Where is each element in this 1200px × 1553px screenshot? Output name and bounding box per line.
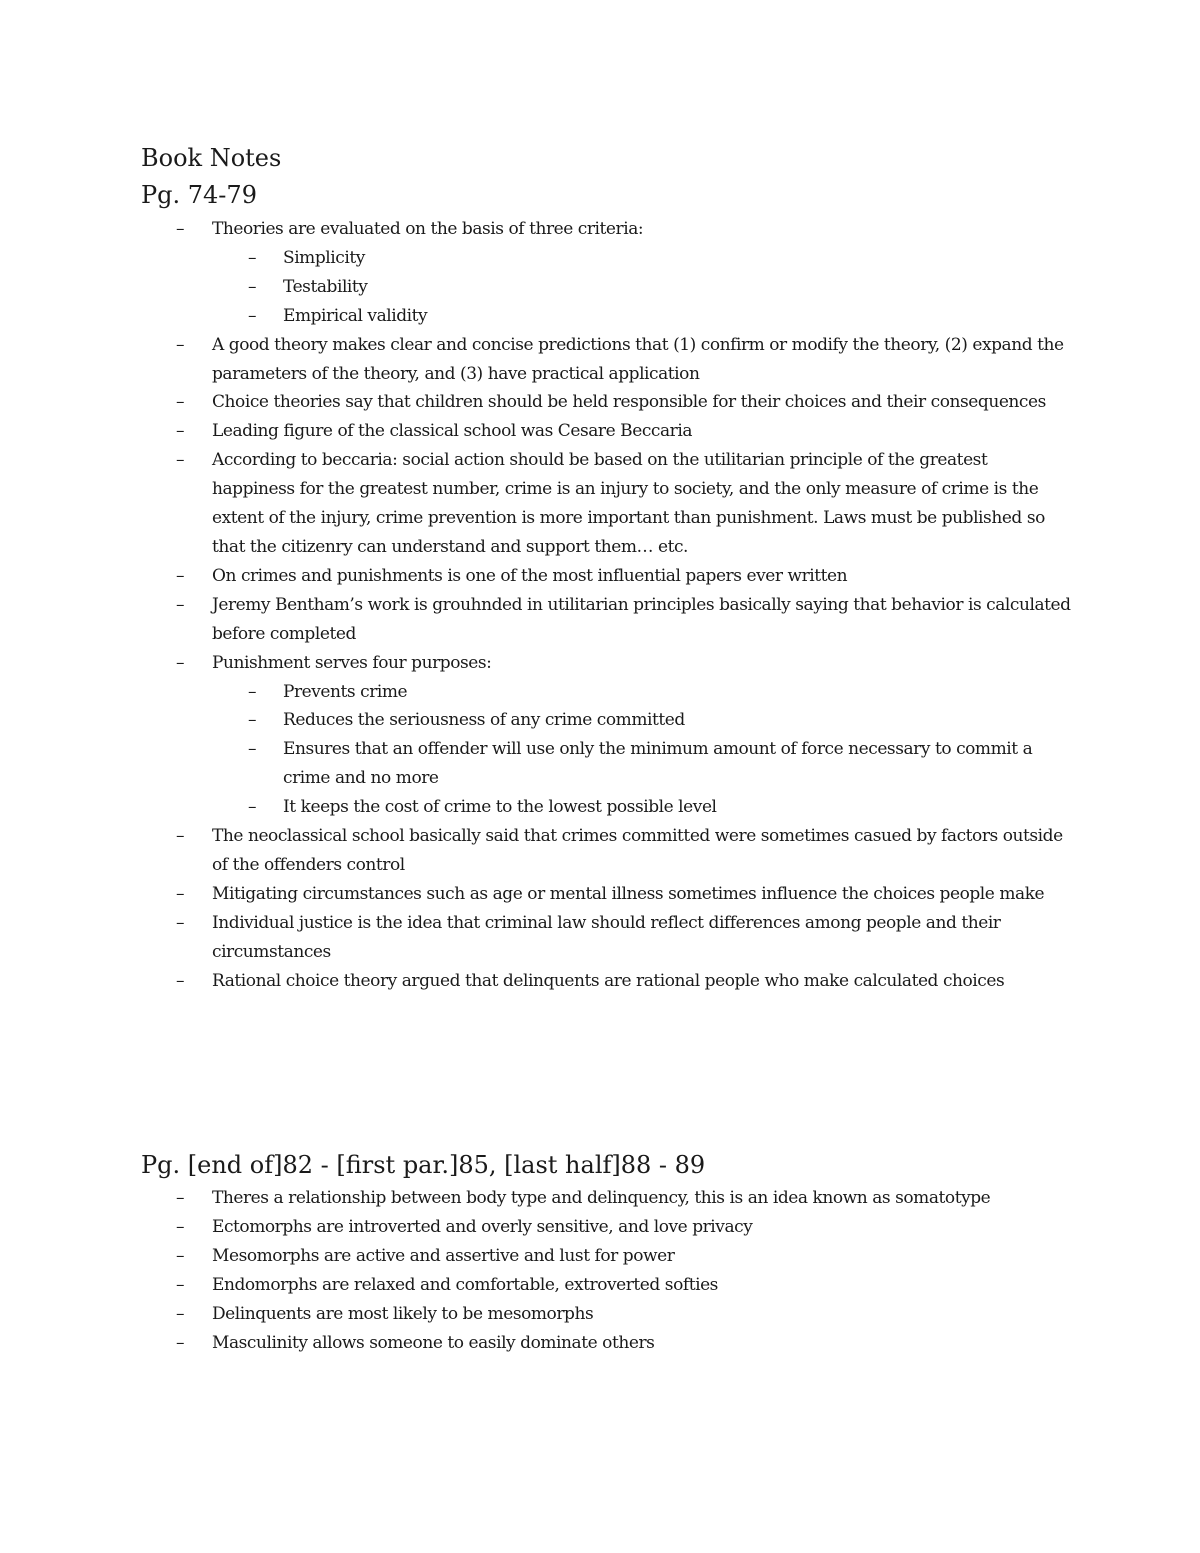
bullet-dash-icon: –	[176, 565, 185, 586]
list-item-text: Theres a relationship between body type and delinquency, this is an idea known as somatotype	[212, 1188, 991, 1208]
list-item	[0, 591, 1072, 649]
sub-list-item	[0, 273, 1053, 302]
list-item	[0, 1271, 1072, 1300]
bullet-dash-icon: –	[176, 219, 185, 239]
sub-list-item	[0, 678, 1053, 707]
bullet-dash-icon: –	[176, 970, 185, 991]
list-item-text: It keeps the cost of crime to the lowest possible level	[283, 797, 717, 818]
list-item-text: Reduces the seriousness of any crime committed	[283, 710, 685, 731]
list-item	[0, 417, 1072, 446]
bullet-dash-icon: –	[176, 392, 185, 413]
bullet-dash-icon: –	[248, 247, 257, 268]
document-title: Book Notes	[141, 144, 282, 172]
section-heading-pages-74-79: Pg. 74-79	[141, 181, 257, 209]
list-item	[0, 880, 1072, 909]
list-item-text: Ensures that an offender will use only the minimum amount of force necessary to commit a crime and no more	[283, 739, 1033, 789]
list-item	[0, 649, 1072, 678]
bullet-dash-icon: –	[176, 652, 185, 673]
bullet-dash-icon: –	[176, 450, 185, 471]
list-item	[0, 909, 1072, 967]
sub-list-item	[0, 706, 1053, 735]
list-item	[0, 1300, 1072, 1329]
list-item-text: The neoclassical school basically said that crimes committed were sometimes casued by factors outside of the offenders control	[212, 826, 1063, 875]
list-item-text: Leading figure of the classical school was Cesare Beccaria	[212, 421, 693, 442]
sub-list-item	[0, 735, 1053, 793]
list-item-text: Testability	[283, 276, 368, 297]
list-item-text: Endomorphs are relaxed and comfortable, extroverted softies	[212, 1274, 718, 1295]
list-item	[0, 215, 1072, 244]
list-item	[0, 388, 1072, 417]
list-item	[0, 1329, 1072, 1358]
bullet-dash-icon: –	[248, 710, 257, 731]
list-item-text: Mesomorphs are active and assertive and lust for power	[212, 1245, 675, 1266]
list-item-text: Masculinity allows someone to easily dominate others	[212, 1332, 655, 1353]
bullet-dash-icon: –	[176, 1188, 185, 1208]
bullet-dash-icon: –	[176, 1303, 185, 1324]
list-item-text: Jeremy Bentham’s work is grouhnded in utilitarian principles basically saying that behavior is calculated before completed	[212, 594, 1071, 644]
list-item-text: Empirical validity	[283, 305, 428, 326]
bullet-dash-icon: –	[248, 276, 257, 297]
bullet-dash-icon: –	[176, 421, 185, 442]
list-item	[0, 562, 1072, 591]
list-item-text: According to beccaria: social action should be based on the utilitarian principle of the greatest happiness for the greatest number, crime is an injury to society, and the only measure of crime is the extent of the injury, crime prevention is more important than punishment. Laws must be published so that the citizenry can understand and support them… etc.	[212, 450, 1045, 557]
list-item-text: Individual justice is the idea that criminal law should reflect differences among people and their circumstances	[212, 912, 1001, 962]
list-item	[0, 1213, 1072, 1242]
bullet-dash-icon: –	[176, 594, 185, 615]
list-item	[0, 331, 1072, 389]
bullet-dash-icon: –	[176, 883, 185, 904]
bullet-dash-icon: –	[176, 1216, 185, 1237]
bullet-dash-icon: –	[176, 1332, 185, 1353]
notes-list-section-2	[0, 1184, 1200, 1357]
bullet-dash-icon: –	[176, 334, 185, 355]
bullet-dash-icon: –	[176, 1274, 185, 1295]
notes-list-section-1	[0, 215, 1200, 995]
section-heading-pages-82-89: Pg. [end of]82 - [first par.]85, [last half]88 - 89	[141, 1151, 706, 1179]
bullet-dash-icon: –	[248, 681, 257, 702]
list-item-text: Prevents crime	[283, 681, 408, 702]
list-item	[0, 822, 1072, 880]
list-item-text: Choice theories say that children should be held responsible for their choices and their consequences	[212, 392, 1046, 413]
bullet-dash-icon: –	[248, 305, 257, 326]
list-item-text: Simplicity	[283, 247, 365, 268]
list-item-text: Theories are evaluated on the basis of three criteria:	[212, 219, 644, 239]
list-item	[0, 1242, 1072, 1271]
bullet-dash-icon: –	[248, 797, 257, 818]
sub-list-item	[0, 793, 1053, 822]
list-item	[0, 446, 1072, 562]
list-item-text: Mitigating circumstances such as age or mental illness sometimes influence the choices people make	[212, 883, 1045, 904]
list-item	[0, 967, 1072, 996]
bullet-dash-icon: –	[176, 912, 185, 933]
bullet-dash-icon: –	[248, 739, 257, 760]
sub-list-item	[0, 244, 1053, 273]
bullet-dash-icon: –	[176, 1245, 185, 1266]
list-item-text: Rational choice theory argued that delinquents are rational people who make calculated choices	[212, 970, 1005, 991]
list-item-text: On crimes and punishments is one of the most influential papers ever written	[212, 565, 848, 586]
bullet-dash-icon: –	[176, 826, 185, 847]
list-item-text: A good theory makes clear and concise predictions that (1) confirm or modify the theory, (2) expand the parameters of the theory, and (3) have practical application	[212, 334, 1064, 384]
list-item-text: Ectomorphs are introverted and overly sensitive, and love privacy	[212, 1216, 753, 1237]
sub-list-item	[0, 302, 1053, 331]
list-item-text: Punishment serves four purposes:	[212, 652, 492, 673]
list-item-text: Delinquents are most likely to be mesomorphs	[212, 1303, 594, 1324]
list-item	[0, 1184, 1072, 1213]
